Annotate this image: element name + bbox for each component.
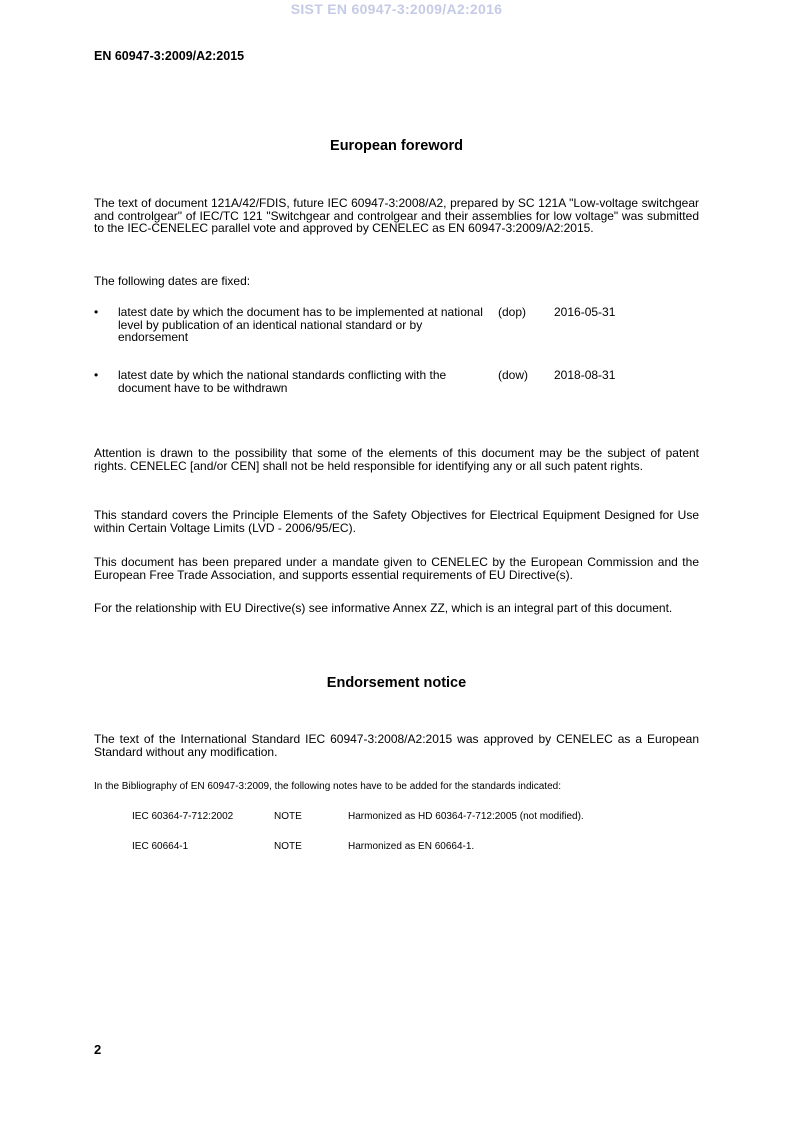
bibliography-intro: In the Bibliography of EN 60947-3:2009, the following notes have to be added for the standards indicated: — [94, 781, 561, 792]
foreword-intro-paragraph: The text of document 121A/42/FDIS, future IEC 60947-3:2008/A2, prepared by SC 121A "Low-voltage switchgear and controlgear" of IEC/TC 121 "Switchgear and controlgear and their assemblies for low voltage" was submitted to the IEC-CENELEC parallel vote and approved by CENELEC as EN 60947-3:2009/A2:2015. — [94, 196, 699, 235]
note-text: Harmonized as EN 60664-1. — [348, 841, 475, 852]
watermark: SIST EN 60947-3:2009/A2:2016 — [290, 1, 503, 17]
mandate-paragraph: This document has been prepared under a mandate given to CENELEC by the European Commission and the European Free Trade Association, and supports essential requirements of EU Directive(s). — [94, 555, 699, 582]
bullet-icon: • — [94, 368, 99, 382]
foreword-heading: European foreword — [330, 138, 463, 154]
lvd-paragraph: This standard covers the Principle Elements of the Safety Objectives for Electrical Equipment Designed for Use within Certain Voltage Limits (LVD - 2006/95/EC). — [94, 508, 699, 535]
date-item-date: 2018-08-31 — [554, 368, 616, 382]
page-number: 2 — [94, 1042, 102, 1057]
note-standard: IEC 60664-1 — [132, 841, 189, 852]
note-label: NOTE — [274, 841, 302, 852]
bullet-icon: • — [94, 305, 99, 319]
note-standard: IEC 60364-7-712:2002 — [132, 811, 234, 822]
document-id: EN 60947-3:2009/A2:2015 — [94, 49, 245, 63]
date-item-code: (dop) — [498, 305, 527, 319]
patent-paragraph: Attention is drawn to the possibility that some of the elements of this document may be the subject of patent rights. CENELEC [and/or CEN] shall not be held responsible for identifying any or all such patent rights. — [94, 446, 699, 473]
endorsement-heading: Endorsement notice — [326, 675, 467, 691]
date-item-text: latest date by which the national standards conflicting with the document have to be withdrawn — [118, 368, 447, 395]
note-text: Harmonized as HD 60364-7-712:2005 (not modified). — [348, 811, 584, 822]
annex-paragraph: For the relationship with EU Directive(s) see informative Annex ZZ, which is an integral part of this document. — [94, 601, 673, 615]
note-label: NOTE — [274, 811, 302, 822]
date-item-code: (dow) — [498, 368, 529, 382]
date-item-date: 2016-05-31 — [554, 305, 616, 319]
dates-intro: The following dates are fixed: — [94, 274, 251, 288]
date-item-text: latest date by which the document has to be implemented at national level by publication of an identical national standard or by endorsement — [118, 305, 483, 344]
endorsement-paragraph: The text of the International Standard IEC 60947-3:2008/A2:2015 was approved by CENELEC as a European Standard without any modification. — [94, 732, 699, 759]
